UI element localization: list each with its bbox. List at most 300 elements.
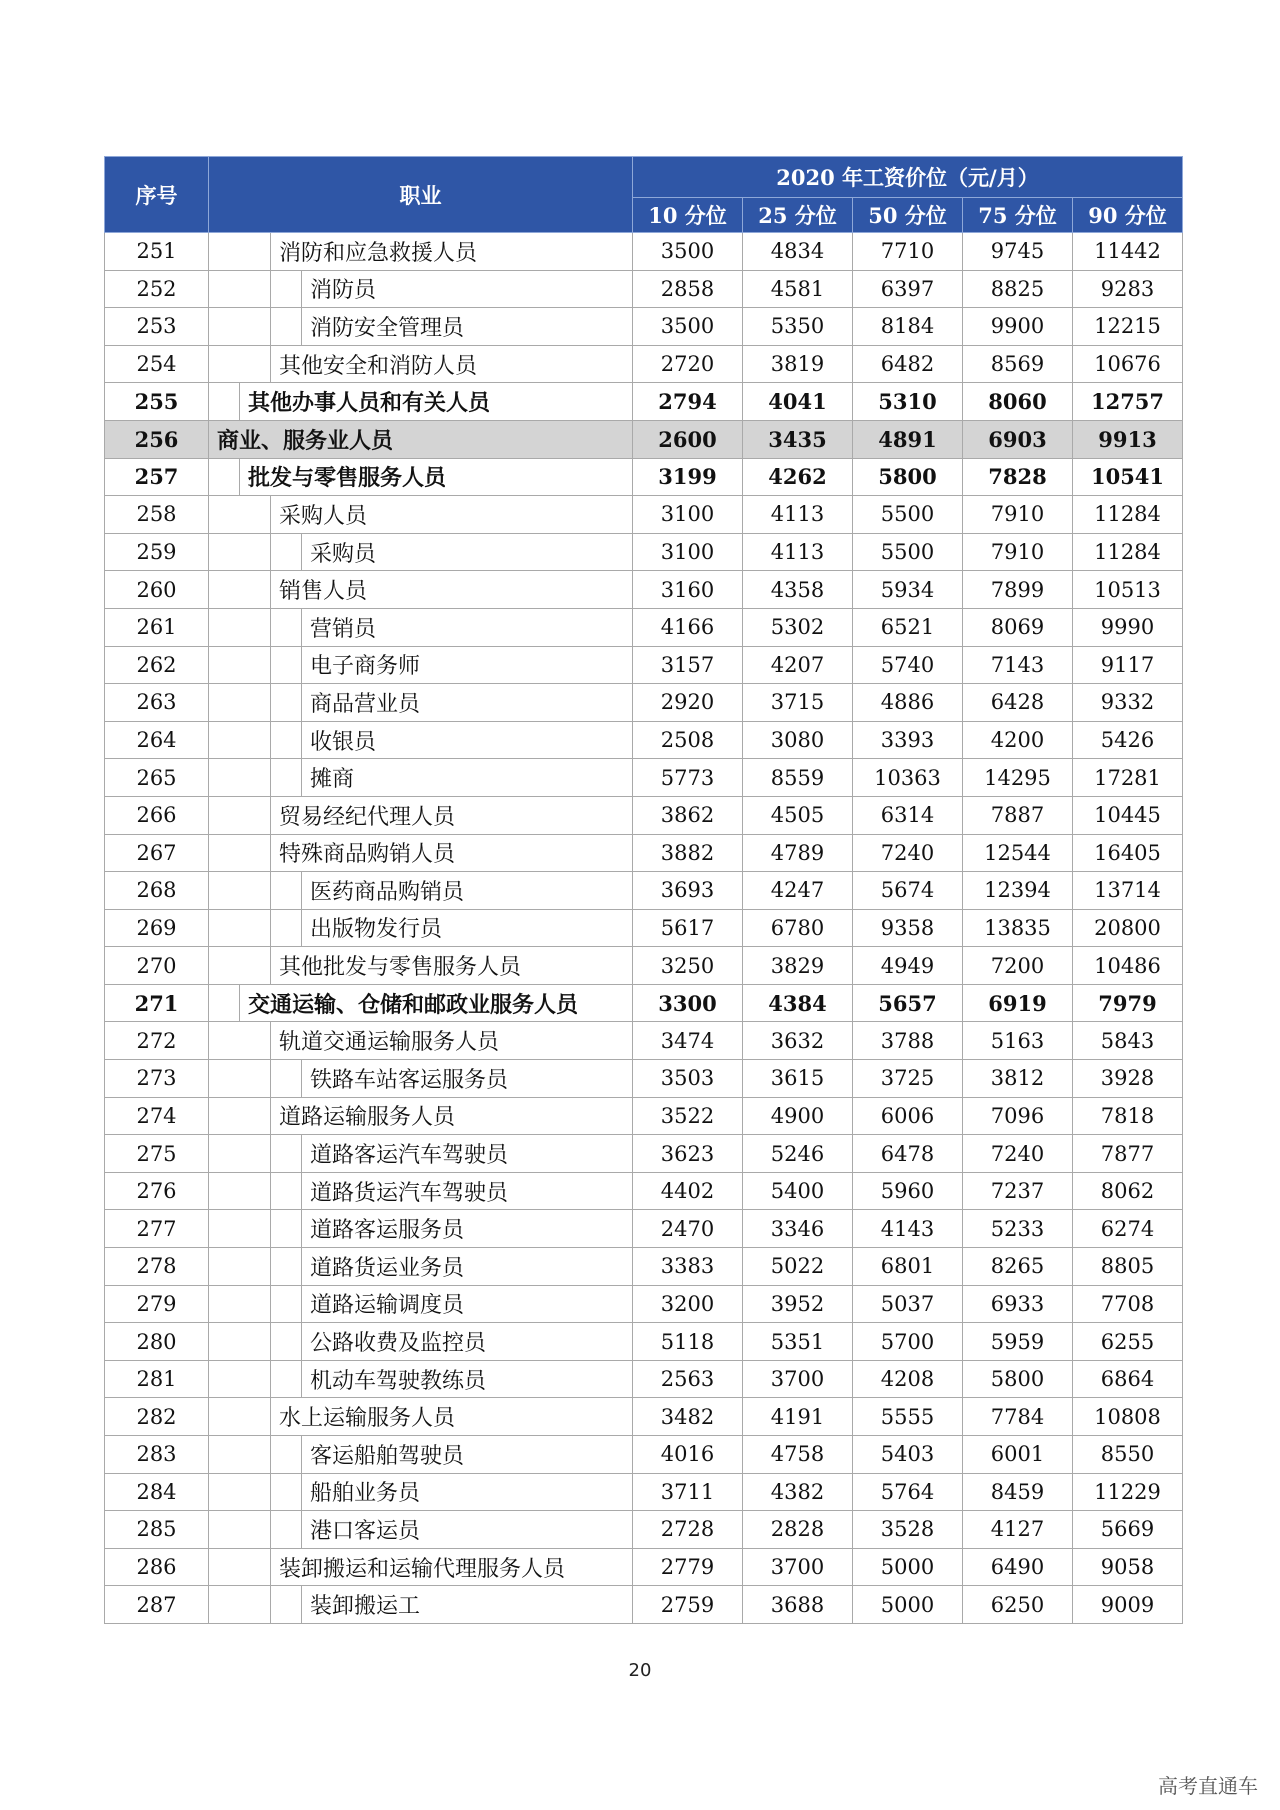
indent-cell [240, 1360, 271, 1398]
indent-cell [240, 684, 271, 722]
wage-cell: 3788 [853, 1022, 963, 1060]
wage-cell: 4886 [853, 684, 963, 722]
wage-cell: 5246 [743, 1135, 853, 1173]
seq-cell: 257 [105, 458, 209, 496]
wage-cell: 10541 [1073, 458, 1183, 496]
wage-cell: 7887 [963, 796, 1073, 834]
wage-cell: 7877 [1073, 1135, 1183, 1173]
seq-cell: 285 [105, 1511, 209, 1549]
table-row [105, 270, 1183, 308]
seq-cell: 259 [105, 533, 209, 571]
table-row [105, 1022, 1183, 1060]
wage-cell: 2920 [633, 684, 743, 722]
indent-cell [209, 458, 240, 496]
table-row [105, 345, 1183, 383]
wage-cell: 8062 [1073, 1172, 1183, 1210]
wage-cell: 3383 [633, 1248, 743, 1286]
wage-cell: 7200 [963, 947, 1073, 985]
table-row [105, 1135, 1183, 1173]
indent-cell [271, 533, 302, 571]
indent-cell [209, 1473, 240, 1511]
indent-cell [209, 383, 240, 421]
indent-cell [209, 759, 240, 797]
wage-cell: 12544 [963, 834, 1073, 872]
table-row [105, 1436, 1183, 1474]
seq-cell: 265 [105, 759, 209, 797]
indent-cell [240, 1285, 271, 1323]
occupation-cell: 营销员 [302, 608, 633, 646]
seq-cell: 254 [105, 345, 209, 383]
indent-cell [209, 1436, 240, 1474]
wage-cell: 12757 [1073, 383, 1183, 421]
occupation-cell: 港口客运员 [302, 1511, 633, 1549]
wage-cell: 3615 [743, 1060, 853, 1098]
table-row [105, 1360, 1183, 1398]
header-p75: 75 分位 [963, 198, 1073, 233]
wage-cell: 3100 [633, 496, 743, 534]
table-row [105, 1398, 1183, 1436]
table-row [105, 872, 1183, 910]
seq-cell: 275 [105, 1135, 209, 1173]
indent-cell [209, 571, 240, 609]
wage-cell: 3952 [743, 1285, 853, 1323]
wage-cell: 7240 [853, 834, 963, 872]
seq-cell: 274 [105, 1097, 209, 1135]
header-p90: 90 分位 [1073, 198, 1183, 233]
indent-cell [209, 308, 240, 346]
wage-cell: 5233 [963, 1210, 1073, 1248]
wage-cell: 4900 [743, 1097, 853, 1135]
wage-cell: 3503 [633, 1060, 743, 1098]
indent-cell [209, 872, 240, 910]
occupation-cell: 销售人员 [271, 571, 633, 609]
table-row [105, 1323, 1183, 1361]
table-row [105, 1097, 1183, 1135]
occupation-cell: 道路客运服务员 [302, 1210, 633, 1248]
wage-cell: 2470 [633, 1210, 743, 1248]
wage-cell: 4113 [743, 496, 853, 534]
wage-cell: 5555 [853, 1398, 963, 1436]
indent-cell [240, 1172, 271, 1210]
wage-cell: 3522 [633, 1097, 743, 1135]
wage-cell: 3928 [1073, 1060, 1183, 1098]
wage-cell: 6521 [853, 608, 963, 646]
occupation-cell: 道路运输调度员 [302, 1285, 633, 1323]
wage-cell: 8550 [1073, 1436, 1183, 1474]
seq-cell: 255 [105, 383, 209, 421]
indent-cell [240, 1210, 271, 1248]
table-row [105, 1473, 1183, 1511]
seq-cell: 251 [105, 233, 209, 271]
seq-cell: 252 [105, 270, 209, 308]
wage-cell: 5022 [743, 1248, 853, 1286]
wage-cell: 4949 [853, 947, 963, 985]
indent-cell [209, 1285, 240, 1323]
indent-cell [271, 909, 302, 947]
wage-cell: 6397 [853, 270, 963, 308]
indent-cell [209, 1360, 240, 1398]
table-row [105, 308, 1183, 346]
table-row [105, 496, 1183, 534]
wage-cell: 3300 [633, 984, 743, 1022]
wage-cell: 6482 [853, 345, 963, 383]
table-row [105, 1285, 1183, 1323]
table-row [105, 796, 1183, 834]
indent-cell [209, 909, 240, 947]
wage-cell: 9358 [853, 909, 963, 947]
wage-cell: 5934 [853, 571, 963, 609]
indent-cell [271, 646, 302, 684]
table-row [105, 458, 1183, 496]
wage-cell: 3435 [743, 420, 853, 458]
wage-cell: 2600 [633, 420, 743, 458]
occupation-cell: 装卸搬运工 [302, 1586, 633, 1624]
indent-cell [209, 1172, 240, 1210]
seq-cell: 267 [105, 834, 209, 872]
wage-cell: 3688 [743, 1586, 853, 1624]
wage-cell: 4402 [633, 1172, 743, 1210]
indent-cell [209, 1586, 240, 1624]
indent-cell [209, 1323, 240, 1361]
occupation-cell: 水上运输服务人员 [271, 1398, 633, 1436]
indent-cell [209, 608, 240, 646]
indent-cell [209, 233, 240, 271]
seq-cell: 273 [105, 1060, 209, 1098]
wage-cell: 4127 [963, 1511, 1073, 1549]
seq-cell: 253 [105, 308, 209, 346]
table-row [105, 533, 1183, 571]
seq-cell: 258 [105, 496, 209, 534]
indent-cell [209, 1022, 240, 1060]
wage-cell: 6864 [1073, 1360, 1183, 1398]
wage-cell: 4247 [743, 872, 853, 910]
wage-cell: 11284 [1073, 533, 1183, 571]
indent-cell [271, 1172, 302, 1210]
occupation-cell: 采购人员 [271, 496, 633, 534]
wage-cell: 3632 [743, 1022, 853, 1060]
seq-cell: 263 [105, 684, 209, 722]
indent-cell [240, 1060, 271, 1098]
wage-cell: 4581 [743, 270, 853, 308]
wage-cell: 12394 [963, 872, 1073, 910]
wage-cell: 5500 [853, 496, 963, 534]
wage-cell: 8559 [743, 759, 853, 797]
wage-cell: 9745 [963, 233, 1073, 271]
seq-cell: 268 [105, 872, 209, 910]
table-row [105, 233, 1183, 271]
wage-cell: 5302 [743, 608, 853, 646]
wage-cell: 7818 [1073, 1097, 1183, 1135]
wage-cell: 3346 [743, 1210, 853, 1248]
indent-cell [240, 872, 271, 910]
seq-cell: 281 [105, 1360, 209, 1398]
indent-cell [240, 834, 271, 872]
indent-cell [240, 1398, 271, 1436]
indent-cell [271, 721, 302, 759]
wage-cell: 5400 [743, 1172, 853, 1210]
table-row [105, 1210, 1183, 1248]
indent-cell [240, 909, 271, 947]
wage-cell: 6001 [963, 1436, 1073, 1474]
indent-cell [240, 571, 271, 609]
wage-cell: 8184 [853, 308, 963, 346]
wage-cell: 5740 [853, 646, 963, 684]
table-row [105, 383, 1183, 421]
wage-cell: 7708 [1073, 1285, 1183, 1323]
table-row [105, 1248, 1183, 1286]
wage-cell: 3700 [743, 1360, 853, 1398]
wage-cell: 7899 [963, 571, 1073, 609]
wage-cell: 10808 [1073, 1398, 1183, 1436]
wage-cell: 6274 [1073, 1210, 1183, 1248]
wage-cell: 5800 [853, 458, 963, 496]
wage-cell: 6006 [853, 1097, 963, 1135]
wage-cell: 14295 [963, 759, 1073, 797]
indent-cell [209, 270, 240, 308]
wage-cell: 3100 [633, 533, 743, 571]
wage-cell: 9009 [1073, 1586, 1183, 1624]
wage-cell: 6255 [1073, 1323, 1183, 1361]
table-row [105, 1586, 1183, 1624]
wage-cell: 3829 [743, 947, 853, 985]
header-occupation: 职业 [209, 157, 633, 233]
table-row [105, 1548, 1183, 1586]
wage-cell: 7910 [963, 533, 1073, 571]
indent-cell [240, 796, 271, 834]
table-row [105, 1060, 1183, 1098]
watermark: 高考直通车 [1158, 1774, 1258, 1798]
seq-cell: 261 [105, 608, 209, 646]
wage-cell: 9332 [1073, 684, 1183, 722]
indent-cell [240, 646, 271, 684]
indent-cell [271, 1285, 302, 1323]
wage-cell: 5843 [1073, 1022, 1183, 1060]
wage-cell: 9913 [1073, 420, 1183, 458]
indent-cell [209, 1135, 240, 1173]
wage-cell: 4143 [853, 1210, 963, 1248]
wage-cell: 4041 [743, 383, 853, 421]
wage-cell: 3500 [633, 233, 743, 271]
wage-cell: 8459 [963, 1473, 1073, 1511]
seq-cell: 280 [105, 1323, 209, 1361]
wage-cell: 3812 [963, 1060, 1073, 1098]
wage-cell: 2858 [633, 270, 743, 308]
seq-cell: 272 [105, 1022, 209, 1060]
wage-cell: 5118 [633, 1323, 743, 1361]
indent-cell [240, 1548, 271, 1586]
indent-cell [271, 872, 302, 910]
wage-cell: 7143 [963, 646, 1073, 684]
wage-cell: 4382 [743, 1473, 853, 1511]
wage-cell: 3200 [633, 1285, 743, 1323]
wage-cell: 10445 [1073, 796, 1183, 834]
indent-cell [240, 1473, 271, 1511]
wage-cell: 4789 [743, 834, 853, 872]
indent-cell [209, 1060, 240, 1098]
wage-cell: 6903 [963, 420, 1073, 458]
indent-cell [271, 1060, 302, 1098]
indent-cell [271, 1135, 302, 1173]
table-row [105, 721, 1183, 759]
wage-cell: 3862 [633, 796, 743, 834]
indent-cell [209, 1097, 240, 1135]
wage-cell: 17281 [1073, 759, 1183, 797]
wage-cell: 10486 [1073, 947, 1183, 985]
wage-cell: 2779 [633, 1548, 743, 1586]
occupation-cell: 其他安全和消防人员 [271, 345, 633, 383]
wage-cell: 2563 [633, 1360, 743, 1398]
wage-cell: 3474 [633, 1022, 743, 1060]
wage-cell: 9900 [963, 308, 1073, 346]
wage-cell: 10676 [1073, 345, 1183, 383]
wage-cell: 5403 [853, 1436, 963, 1474]
wage-cell: 5000 [853, 1548, 963, 1586]
seq-cell: 270 [105, 947, 209, 985]
wage-cell: 4113 [743, 533, 853, 571]
indent-cell [209, 1398, 240, 1436]
seq-cell: 264 [105, 721, 209, 759]
page-number: 20 [628, 1660, 652, 1681]
wage-cell: 5617 [633, 909, 743, 947]
wage-cell: 10513 [1073, 571, 1183, 609]
table-row [105, 646, 1183, 684]
occupation-cell: 道路客运汽车驾驶员 [302, 1135, 633, 1173]
wage-cell: 8805 [1073, 1248, 1183, 1286]
seq-cell: 269 [105, 909, 209, 947]
wage-cell: 2720 [633, 345, 743, 383]
seq-cell: 256 [105, 420, 209, 458]
indent-cell [271, 1248, 302, 1286]
indent-cell [271, 759, 302, 797]
occupation-cell: 商品营业员 [302, 684, 633, 722]
wage-cell: 5657 [853, 984, 963, 1022]
table-row [105, 420, 1183, 458]
indent-cell [209, 796, 240, 834]
seq-cell: 283 [105, 1436, 209, 1474]
indent-cell [240, 233, 271, 271]
wage-cell: 5426 [1073, 721, 1183, 759]
wage-cell: 5959 [963, 1323, 1073, 1361]
indent-cell [209, 1511, 240, 1549]
indent-cell [209, 947, 240, 985]
occupation-cell: 道路货运汽车驾驶员 [302, 1172, 633, 1210]
table-row [105, 759, 1183, 797]
indent-cell [240, 496, 271, 534]
header-p10: 10 分位 [633, 198, 743, 233]
wage-cell: 3482 [633, 1398, 743, 1436]
indent-cell [271, 1473, 302, 1511]
wage-cell: 5037 [853, 1285, 963, 1323]
wage-cell: 5310 [853, 383, 963, 421]
wage-cell: 9117 [1073, 646, 1183, 684]
indent-cell [209, 533, 240, 571]
wage-cell: 4758 [743, 1436, 853, 1474]
wage-cell: 11229 [1073, 1473, 1183, 1511]
wage-cell: 8069 [963, 608, 1073, 646]
occupation-cell: 其他办事人员和有关人员 [240, 383, 633, 421]
indent-cell [240, 1097, 271, 1135]
indent-cell [240, 1511, 271, 1549]
table-row [105, 571, 1183, 609]
indent-cell [240, 1436, 271, 1474]
wage-cell: 5960 [853, 1172, 963, 1210]
indent-cell [240, 1248, 271, 1286]
wage-cell: 6478 [853, 1135, 963, 1173]
indent-cell [240, 345, 271, 383]
wage-cell: 8825 [963, 270, 1073, 308]
table-row [105, 1172, 1183, 1210]
wage-cell: 3199 [633, 458, 743, 496]
wage-cell: 3500 [633, 308, 743, 346]
seq-cell: 262 [105, 646, 209, 684]
wage-cell: 7096 [963, 1097, 1073, 1135]
wage-cell: 11442 [1073, 233, 1183, 271]
occupation-cell: 消防和应急救援人员 [271, 233, 633, 271]
indent-cell [240, 1135, 271, 1173]
seq-cell: 279 [105, 1285, 209, 1323]
wage-cell: 2759 [633, 1586, 743, 1624]
indent-cell [240, 1022, 271, 1060]
wage-cell: 3623 [633, 1135, 743, 1173]
indent-cell [271, 1511, 302, 1549]
indent-cell [271, 608, 302, 646]
wage-cell: 3693 [633, 872, 743, 910]
seq-cell: 277 [105, 1210, 209, 1248]
wage-cell: 2828 [743, 1511, 853, 1549]
wage-cell: 5674 [853, 872, 963, 910]
wage-cell: 16405 [1073, 834, 1183, 872]
indent-cell [240, 270, 271, 308]
seq-cell: 287 [105, 1586, 209, 1624]
wage-cell: 5000 [853, 1586, 963, 1624]
header-seq: 序号 [105, 157, 209, 233]
seq-cell: 286 [105, 1548, 209, 1586]
indent-cell [240, 1586, 271, 1624]
occupation-cell: 采购员 [302, 533, 633, 571]
wage-cell: 4834 [743, 233, 853, 271]
table-body [105, 233, 1183, 1624]
wage-cell: 3250 [633, 947, 743, 985]
occupation-cell: 摊商 [302, 759, 633, 797]
indent-cell [209, 984, 240, 1022]
wage-cell: 5350 [743, 308, 853, 346]
indent-cell [240, 721, 271, 759]
seq-cell: 282 [105, 1398, 209, 1436]
wage-cell: 4166 [633, 608, 743, 646]
header-p50: 50 分位 [853, 198, 963, 233]
occupation-cell: 轨道交通运输服务人员 [271, 1022, 633, 1060]
table-row [105, 834, 1183, 872]
indent-cell [271, 1586, 302, 1624]
wage-cell: 3819 [743, 345, 853, 383]
indent-cell [271, 308, 302, 346]
indent-cell [240, 308, 271, 346]
wage-cell: 5700 [853, 1323, 963, 1361]
wage-cell: 6490 [963, 1548, 1073, 1586]
wage-cell: 7237 [963, 1172, 1073, 1210]
wage-cell: 4016 [633, 1436, 743, 1474]
wage-cell: 4207 [743, 646, 853, 684]
occupation-cell: 其他批发与零售服务人员 [271, 947, 633, 985]
wage-cell: 7828 [963, 458, 1073, 496]
indent-cell [209, 646, 240, 684]
wage-cell: 4358 [743, 571, 853, 609]
wage-cell: 2508 [633, 721, 743, 759]
wage-cell: 4208 [853, 1360, 963, 1398]
indent-cell [240, 608, 271, 646]
indent-cell [209, 1210, 240, 1248]
seq-cell: 260 [105, 571, 209, 609]
